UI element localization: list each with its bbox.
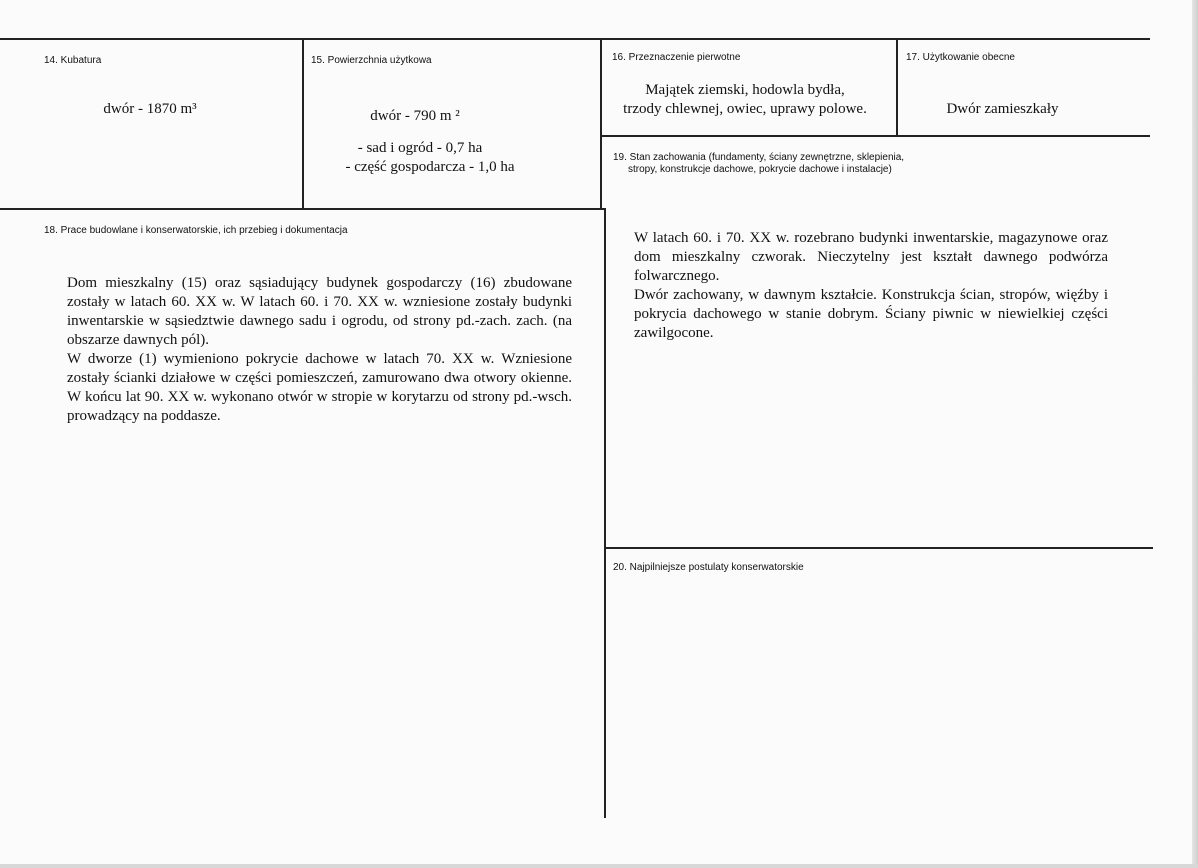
scan-edge-right: [1192, 0, 1198, 868]
field-14-value: dwór - 1870 m³: [103, 101, 197, 117]
right-column-divider: [604, 208, 606, 818]
field-17-label: 17. Użytkowanie obecne: [906, 52, 1015, 63]
field-19-label-2: stropy, konstrukcje dachowe, pokrycie dachowe i instalacje): [628, 164, 892, 175]
field-14-label: 14. Kubatura: [44, 55, 102, 66]
field-17-value: Dwór zamieszkały: [946, 101, 1059, 117]
divider-16-17: [896, 38, 898, 136]
field-18-paragraph-1: Dom mieszkalny (15) oraz sąsiadujący budynek gospodarczy (16) zbudowane zostały w latach 60. XX w. W latach 60. i 70. XX w. wzniesione zostały budynki inwentarskie w sąsiedztwie dawnego sadu i ogrodu, od strony pd.-zach. zach. (na obszarze dawnych pól).: [67, 275, 572, 348]
field-15-extra-2: - część gospodarcza - 1,0 ha: [345, 159, 515, 175]
field-15-extra-1: - sad i ogród - 0,7 ha: [357, 140, 483, 156]
field-15-label: 15. Powierzchnia użytkowa: [311, 55, 432, 66]
divider-14-15: [302, 38, 304, 210]
line-above-20: [604, 547, 1153, 549]
field-18-paragraph-2: W dworze (1) wymieniono pokrycie dachowe w latach 70. XX w. Wzniesione zostały ścianki działowe w części pomieszczeń, zamurowano dwa otwory okienne. W końcu lat 90. XX w. wykonano otwór w stropie w korytarzu od strony pd.-wsch. prowadzący na poddasze.: [67, 351, 572, 424]
field-16-line-2: trzody chlewnej, owiec, uprawy polowe.: [623, 101, 867, 117]
field-19-paragraph-2: Dwór zachowany, w dawnym kształcie. Konstrukcja ścian, stropów, więźby i pokrycia dachowego w stanie dobrym. Ściany piwnic w niewielkiej części zawilgocone.: [634, 287, 1108, 341]
field-18-label: 18. Prace budowlane i konserwatorskie, ich przebieg i dokumentacja: [44, 225, 348, 236]
field-19-text: [634, 229, 1108, 343]
field-20-label: 20. Najpilniejsze postulaty konserwatorskie: [613, 562, 804, 573]
field-19-label-1: 19. Stan zachowania (fundamenty, ściany zewnętrzne, sklepienia,: [613, 152, 905, 163]
field-18-text: [67, 274, 572, 426]
line-under-14-15: [0, 208, 604, 210]
top-border-line: [0, 38, 1150, 40]
field-15-value: dwór - 790 m ²: [370, 108, 460, 124]
field-16-line-1: Majątek ziemski, hodowla bydła,: [645, 82, 845, 98]
center-divider: [600, 38, 602, 210]
scan-edge-bottom: [0, 864, 1198, 868]
field-16-label: 16. Przeznaczenie pierwotne: [612, 52, 741, 63]
line-under-16-17: [600, 135, 1150, 137]
field-19-paragraph-1: W latach 60. i 70. XX w. rozebrano budynki inwentarskie, magazynowe oraz dom mieszkalny czworak. Nieczytelny jest kształt dawnego podwórza folwarcznego.: [634, 230, 1108, 284]
